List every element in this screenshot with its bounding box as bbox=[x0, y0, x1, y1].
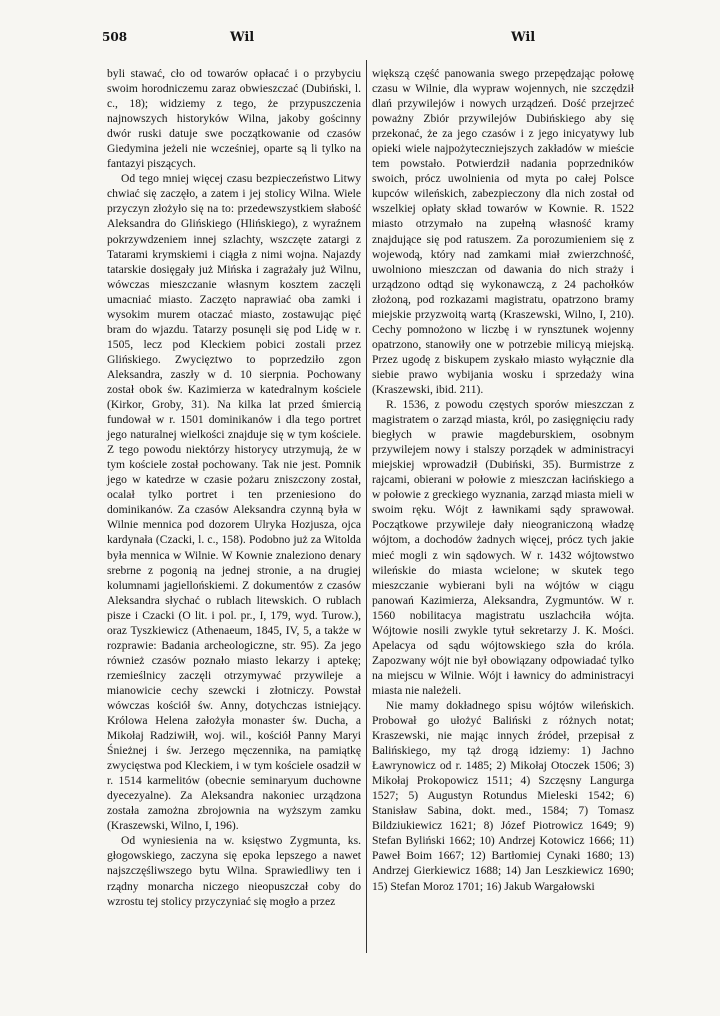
paragraph: Od wyniesienia na w. księstwo Zygmunta, ks. głogowskiego, zaczyna się epoka lepszego a nawet najszczęśliwszego bytu Wilna. Sprawiedliwy ten i rządny monarcha niczego nieopuszczał coby do wzrostu tej stolicy przyczyniać się mogło a przez bbox=[107, 834, 361, 908]
column-divider bbox=[366, 60, 367, 953]
running-head-left: Wil bbox=[230, 30, 255, 45]
paragraph: R. 1536, z powodu częstych sporów mieszczan z magistratem o zarząd miasta, król, po zasięgnięciu rady biegłych w prawie magdeburskiem, osobnym przywilejem nowy i stalszy porządek w administracyi miejskiej wprowadził (Dubiński, 35). Burmistrze z rajcami, obierani w połowie z mieszczan łacińskiego a w połowie z greckiego wyznania, zarząd miasta mieli w swoim ręku. Wójt z ławnikami sądy sprawował. Początkowe przywileje dały nieograniczoną władzę wójtom, a dochodów żadnych więcej, prócz tych jakie mieć mogli z win sądowych. W r. 1432 wójtowstwo wileńskie do miasta wcielone; w skutek tego mieszczanie wybierani byli na wójtów w ciągu panowań Kazimierza, Aleksandra, Zygmuntów. W r. 1560 nobilitacya magistratu uszlachciła wójta. Wójtowie nosili zwykle tytuł sekretarzy J. K. Mości. Apelacya od sądu wójtowskiego szła do króla. Zapozwany wójt nie był obowiązany odpowiadać tylko na miejscu w Wilnie. Wójt i ławnicy do administracyi miasta nie należeli. bbox=[372, 398, 634, 697]
paragraph: Od tego mniej więcej czasu bezpieczeństwo Litwy chwiać się zaczęło, a zatem i jej stolicy Wilna. Wiele przyczyn złożyło się na to: przedewszystkiem słabość Aleksandra do Glińskiego (Hlińskiego), z wyraźnem pokrzywdzeniem innej szlachty, wszczęte zatargi z Tatarami krymskiemi i ciągła z nimi wojna. Najazdy tatarskie dosięgały już Mińska i zagrażały już Wilnu, wówczas mieszczanie własnym kosztem zaczęli umacniać miasto. Zaczęto naprawiać oba zamki i wysokim murem otaczać miasto, zostawując pięć bram do wjazdu. Tatarzy posunęli się pod Lidę w r. 1505, lecz pod Kleckiem pobici zostali przez Glińskiego. Zwycięztwo to poprzedziło zgon Aleksandra, zaszły w d. 10 sierpnia. Pochowany został obok św. Kazimierza w katedralnym kościele (Kirkor, Groby, 31). Na kilka lat przed śmiercią fundował w r. 1501 dominikanów i dla tego portret jego naturalnej wielkości znajduje się w tym kościele. Z tego powodu niektórzy historycy utrzymują, że w tym kościele został pochowany. Tak nie jest. Pomnik jego w katedrze w czasie pożaru zniszczony został, ocalał tylko portret i ten przeniesiono do dominikanów. Za czasów Aleksandra czynną była w Wilnie mennica pod dozorem Ulryka Hozjusza, ojca kardynała (Czacki, l. c., 158). Podobno już za Witolda była mennica w Wilnie. W Kownie znaleziono denary srebrne z pogonią na jednej stronie, a na drugiej kolumnami jagiellońskiemi. Z dokumentów z czasów Aleksandra słychać o rublach litewskich. O rublach pisze i Czacki (O lit. i pol. pr., I, 179, wyd. Turow.), oraz Tyszkiewicz (Athenaeum, 1845, IV, 5, a także w rozprawie: Badania archeologiczne, str. 95). Za jego również czasów poznało miasto lekarzy i aptekę; rzemieślnicy zaczęli otrzymywać przywileje a mianowicie cechy szewcki i złotniczy. Powstał wówczas kościół św. Anny, dotychczas istniejący. Królowa Helena założyła monaster św. Ducha, a Mikołaj Radziwiłł, woj. wil., kościół Panny Maryi Śnieżnej i św. Jerzego męczennika, na pamiątkę zwycięstwa pod Kleckiem, i w tym kościele osadził w r. 1514 karmelitów (obecnie seminaryum duchowne dyecezyalne). Za Aleksandra nakoniec urządzona została zamożna zbrojownia na wyższym zamku (Kraszewski, Wilno, I, 196). bbox=[107, 172, 361, 833]
paragraph: Nie mamy dokładnego spisu wójtów wileńskich. Probował go ułożyć Baliński z różnych notat; Kraszewski, nie mając innych źródeł, przepisał z Balińskiego, my tąż drogą idziemy: 1) Jachno Ławrynowicz od r. 1485; 2) Mikołaj Otoczek 1506; 3) Mikołaj Prokopowicz 1511; 4) Szczęsny Langurga 1527; 5) Augustyn Rotundus Mieleski 1542; 6) Stanisław Sabina, dokt. med., 1584; 7) Tomasz Bildziukiewicz 1621; 8) Józef Piotrowicz 1649; 9) Stefan Byliński 1662; 10) Andrzej Kotowicz 1666; 11) Paweł Boim 1667; 12) Bartłomiej Cynaki 1680; 13) Andrzej Gierkiewicz 1688; 14) Jan Leszkiewicz 1690; 15) Stefan Moroz 1701; 16) Jakub Wargałowski bbox=[372, 698, 634, 893]
running-head-right: Wil bbox=[511, 30, 536, 45]
page-number: 508 bbox=[102, 30, 128, 44]
right-column bbox=[372, 66, 634, 894]
paragraph: większą część panowania swego przepędzając połowę czasu w Wilnie, dla wypraw wojennych, nie szczędził dlań przywilejów i nowych urządzeń. Dość przejrzeć poważny Zbiór przywilejów Dubińskiego aby się przekonać, że za jego czasów i z jego inicyatywy lub opieki wiele najpożyteczniejszych zakładów w mieście tem powstało. Potwierdził nadania poprzedników swoich, prócz uwolnienia od myta po całej Polsce kupców wileńskich, zabezpieczony dla nich został od wszelkiej opłaty skład towarów w Kownie. R. 1522 miasto otrzymało na zupełną własność kramy znajdujące się pod ratuszem. Za porozumieniem się z wojewodą, który nad zamkami miał zwierzchność, uwolniono mieszczan od dawania do nich straży i urządzono odtąd się wykonawczą, z 24 pachołków złożoną, pod rozkazami magistratu, opatrzono bramy miejskie przyzwoitą wartą (Kraszewski, Wilno, I, 210). Cechy pomnożono w liczbę i w rynsztunek wojenny opatrzono, stanowiły one w potrzebie milicyą miejską. Przez ugodę z biskupem zyskało miasto wyłącznie dla siebie prawo wybijania wosku i sprzedaży wina (Kraszewski, ibid. 211). bbox=[372, 67, 634, 396]
paragraph: byli stawać, cło od towarów opłacać i o przybyciu swoim horodniczemu zaraz obwieszczać (Dubiński, l. c., 18); widziemy z tego, że przypuszczenia najnowszych historyków Wilna, jakoby gościnny dwór ruski datuje swe początkowanie od czasów Giedymina jeżeli nie wcześniej, oparte są li tylko na fantazyi piszących. bbox=[107, 67, 361, 171]
left-column bbox=[107, 66, 361, 909]
